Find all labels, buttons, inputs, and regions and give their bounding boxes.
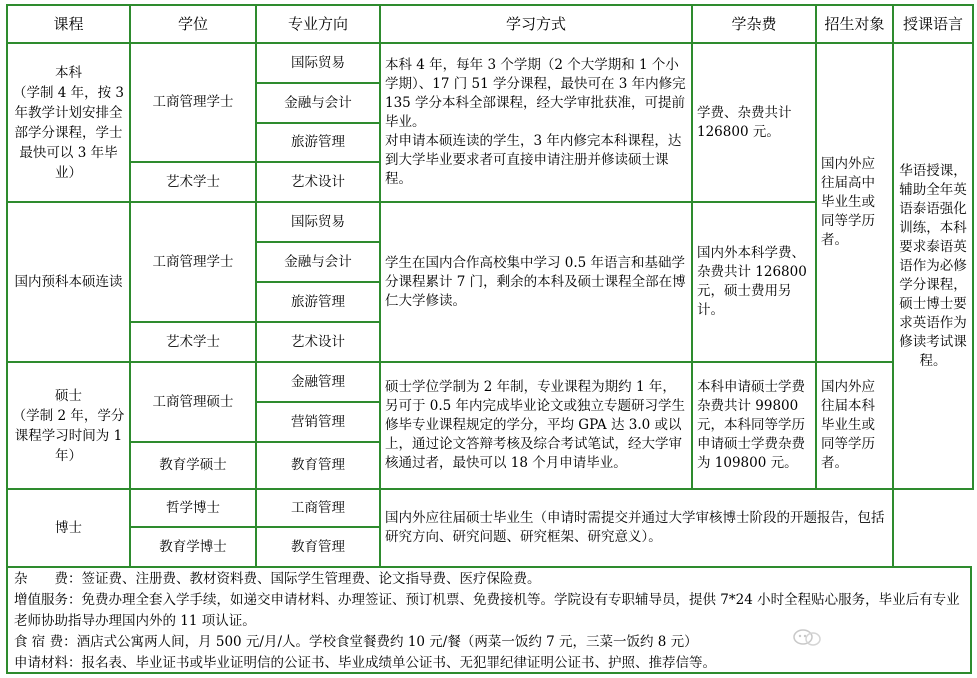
prep-major-tourism: 旅游管理: [256, 282, 380, 322]
master-degree-mba: 工商管理硕士: [130, 362, 256, 442]
master-major-marketing: 营销管理: [256, 402, 380, 442]
bachelor-fees: 学费、杂费共计 126800 元。: [692, 43, 816, 202]
doctor-degree-edd: 教育学博士: [130, 527, 256, 567]
master-course: 硕士 （学制 2 年，学分课程学习时间为 1 年）: [7, 362, 130, 489]
note-misc-fees: 杂 费：签证费、注册费、教材资料费、国际学生管理费、论文指导费、医疗保险费。: [14, 571, 541, 587]
prep-study-mode: 学生在国内合作高校集中学习 0.5 年语言和基础学分课程累计 7 门，剩余的本科及硕士课程全部在博仁大学修读。: [380, 202, 692, 362]
master-fees: 本科申请硕士学费杂费共计 99800 元，本科同等学历申请硕士学费杂费为 109800 元。: [692, 362, 816, 489]
prep-major-design: 艺术设计: [256, 322, 380, 362]
header-study-mode: 学习方式: [380, 5, 692, 43]
prep-major-trade: 国际贸易: [256, 202, 380, 242]
header-degree: 学位: [130, 5, 256, 43]
header-language: 授课语言: [893, 5, 973, 43]
master-degree-education: 教育学硕士: [130, 442, 256, 489]
bachelor-target: 国内外应往届高中毕业生或同等学历者。: [816, 43, 893, 362]
bachelor-degree-business: 工商管理学士: [130, 43, 256, 162]
master-target: 国内外应往届本科毕业生或同等学历者。: [816, 362, 893, 489]
notes-section: [6, 566, 972, 674]
program-table: [6, 4, 974, 568]
doctor-note: 国内外应往届硕士毕业生（申请时需提交并通过大学审核博士阶段的开题报告，包括研究方向、研究问题、研究框架、研究意义）。: [380, 489, 893, 567]
bachelor-major-finance: 金融与会计: [256, 83, 380, 123]
prep-fees: 国内外本科学费、杂费共计 126800 元，硕士费用另计。: [692, 202, 816, 362]
doctor-major-education: 教育管理: [256, 527, 380, 567]
bachelor-study-mode: 本科 4 年，每年 3 个学期（2 个大学期和 1 个小学期）、17 门 51 学分课程，最快可在 3 年内修完 135 学分本科全部课程，经大学审批获准，可提前毕业。 对申请本硕连读的学生，3 年内修完本科课程，达到大学毕业要求者可直接申请注册并修读硕士课程。: [380, 43, 692, 202]
bachelor-major-design: 艺术设计: [256, 162, 380, 202]
note-application-materials: 申请材料：报名表、毕业证书或毕业证明信的公证书、毕业成绩单公证书、无犯罪纪律证明公证书、护照、推荐信等。: [14, 655, 716, 671]
prep-degree-business: 工商管理学士: [130, 202, 256, 322]
header-fees: 学杂费: [692, 5, 816, 43]
doctor-major-business: 工商管理: [256, 489, 380, 527]
bachelor-degree-arts: 艺术学士: [130, 162, 256, 202]
master-major-finance: 金融管理: [256, 362, 380, 402]
header-target: 招生对象: [816, 5, 893, 43]
master-study-mode: 硕士学位学制为 2 年制，专业课程为期约 1 年，另可于 0.5 年内完成毕业论文或独立专题研习学生修毕专业课程规定的学分，平均 GPA 达 3.0 或以上，通过论文答辩考核及综合考试笔试，经大学审核通过者，最快可以 18 个月申请毕业。: [380, 362, 692, 489]
bachelor-course: 本科 （学制 4 年，按 3 年教学计划安排全部学分课程，学士最快可以 3 年毕业）: [7, 43, 130, 202]
doctor-degree-phd: 哲学博士: [130, 489, 256, 527]
header-major: 专业方向: [256, 5, 380, 43]
note-value-added-services: 增值服务：免费办理全套入学手续，如递交申请材料、办理签证、预订机票、免费接机等。学院设有专职辅导员，提供 7*24 小时全程贴心服务，毕业后有专业老师协助指导办理国内外的 11 项认证。: [14, 592, 960, 629]
prep-major-finance: 金融与会计: [256, 242, 380, 282]
header-course: 课程: [7, 5, 130, 43]
bachelor-major-trade: 国际贸易: [256, 43, 380, 83]
note-lodging: 食 宿 费：酒店式公寓两人间，月 500 元/月/人。学校食堂餐费约 10 元/餐（两菜一饭约 7 元，三菜一饭约 8 元）: [14, 634, 698, 650]
prep-course: 国内预科本硕连读: [7, 202, 130, 362]
doctor-course: 博士: [7, 489, 130, 567]
prep-degree-arts: 艺术学士: [130, 322, 256, 362]
watermark-icon: [790, 626, 824, 648]
teaching-language: 华语授课，辅助全年英语泰语强化训练，本科要求泰语英语作为必修学分课程，硕士博士要求英语作为修读考试课程。: [893, 43, 973, 489]
bachelor-major-tourism: 旅游管理: [256, 123, 380, 162]
master-major-education: 教育管理: [256, 442, 380, 489]
